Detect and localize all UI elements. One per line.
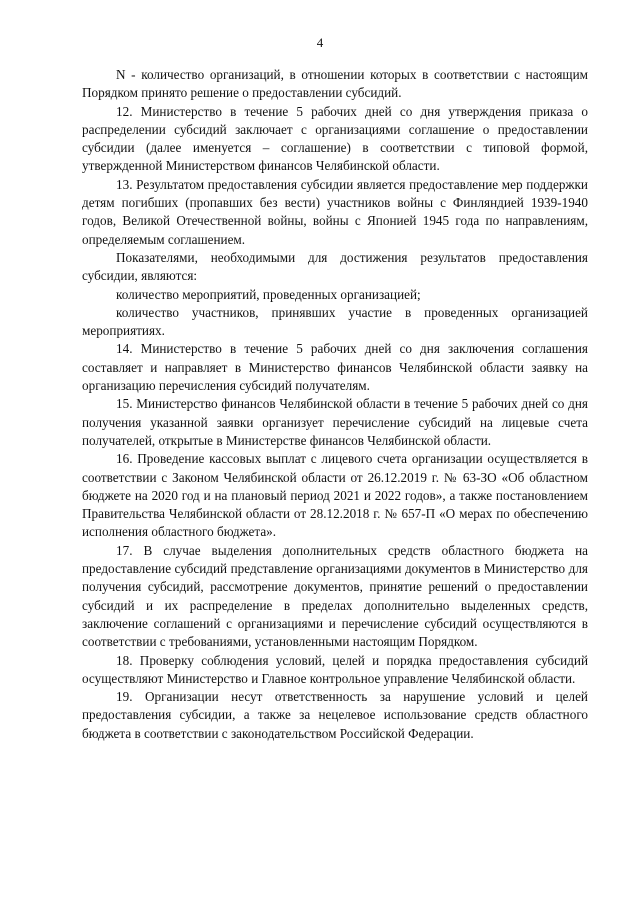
paragraph-15: 15. Министерство финансов Челябинской области в течение 5 рабочих дней со дня получения указанной заявки организует перечисление субсидий на лицевые счета получателей, открытые в Министерстве финансов Челябинской области. <box>82 396 588 448</box>
paragraph-indicator-events: количество мероприятий, проведенных организацией; <box>116 286 421 302</box>
paragraph-n-definition: N - количество организаций, в отношении которых в соответствии с настоящим Порядком принято решение о предоставлении субсидий. <box>82 67 588 101</box>
document-body <box>82 66 588 743</box>
paragraph-17: 17. В случае выделения дополнительных средств областного бюджета на предоставление субсидий представление организациями документов в Министерство для получения субсидий, рассмотрение документов, принятие решений о предоставлении субсидий и их распределение в пределах дополнительно выделенных средств, заключение соглашений с организациями и перечисление субсидий осуществляются в соответствии с требованиями, установленными настоящим Порядком. <box>82 542 588 650</box>
paragraph-13: 13. Результатом предоставления субсидии является предоставление мер поддержки детям погибших (пропавших без вести) участников войны с Финляндией 1939-1940 годов, Великой Отечественной войны, войны с Японией 1945 года по направлениям, определяемым соглашением. <box>82 176 588 247</box>
paragraph-indicators-intro: Показателями, необходимыми для достижения результатов предоставления субсидии, являются: <box>82 249 588 284</box>
paragraph-12: 12. Министерство в течение 5 рабочих дней со дня утверждения приказа о распределении субсидий заключает с организациями соглашение о предоставлении субсидии (далее именуется – соглашение) в соответствии с типовой формой, утвержденной Министерством финансов Челябинской области. <box>82 103 588 174</box>
paragraph-18: 18. Проверку соблюдения условий, целей и порядка предоставления субсидий осуществляют Министерство и Главное контрольное управление Челябинской области. <box>82 652 588 686</box>
paragraph-14: 14. Министерство в течение 5 рабочих дней со дня заключения соглашения составляет и направляет в Министерство финансов Челябинской области заявку на организацию перечисления субсидий получателям. <box>82 341 588 394</box>
paragraph-19: 19. Организации несут ответственность за нарушение условий и целей предоставления субсидии, а также за нецелевое использование средств областного бюджета в соответствии с законодательством Российской Федерации. <box>82 689 588 741</box>
page-number: 4 <box>316 35 324 50</box>
paragraph-indicator-participants: количество участников, принявших участие в проведенных организацией мероприятиях. <box>82 304 588 339</box>
paragraph-16: 16. Проведение кассовых выплат с лицевого счета организации осуществляется в соответствии с Законом Челябинской области от 26.12.2019 г. № 63-ЗО «Об областном бюджете на 2020 год и на плановый период 2021 и 2022 годов», а также постановлением Правительства Челябинской области от 28.12.2018 г. № 657-П «О мерах по обеспечению исполнения областного бюджета». <box>82 451 588 540</box>
